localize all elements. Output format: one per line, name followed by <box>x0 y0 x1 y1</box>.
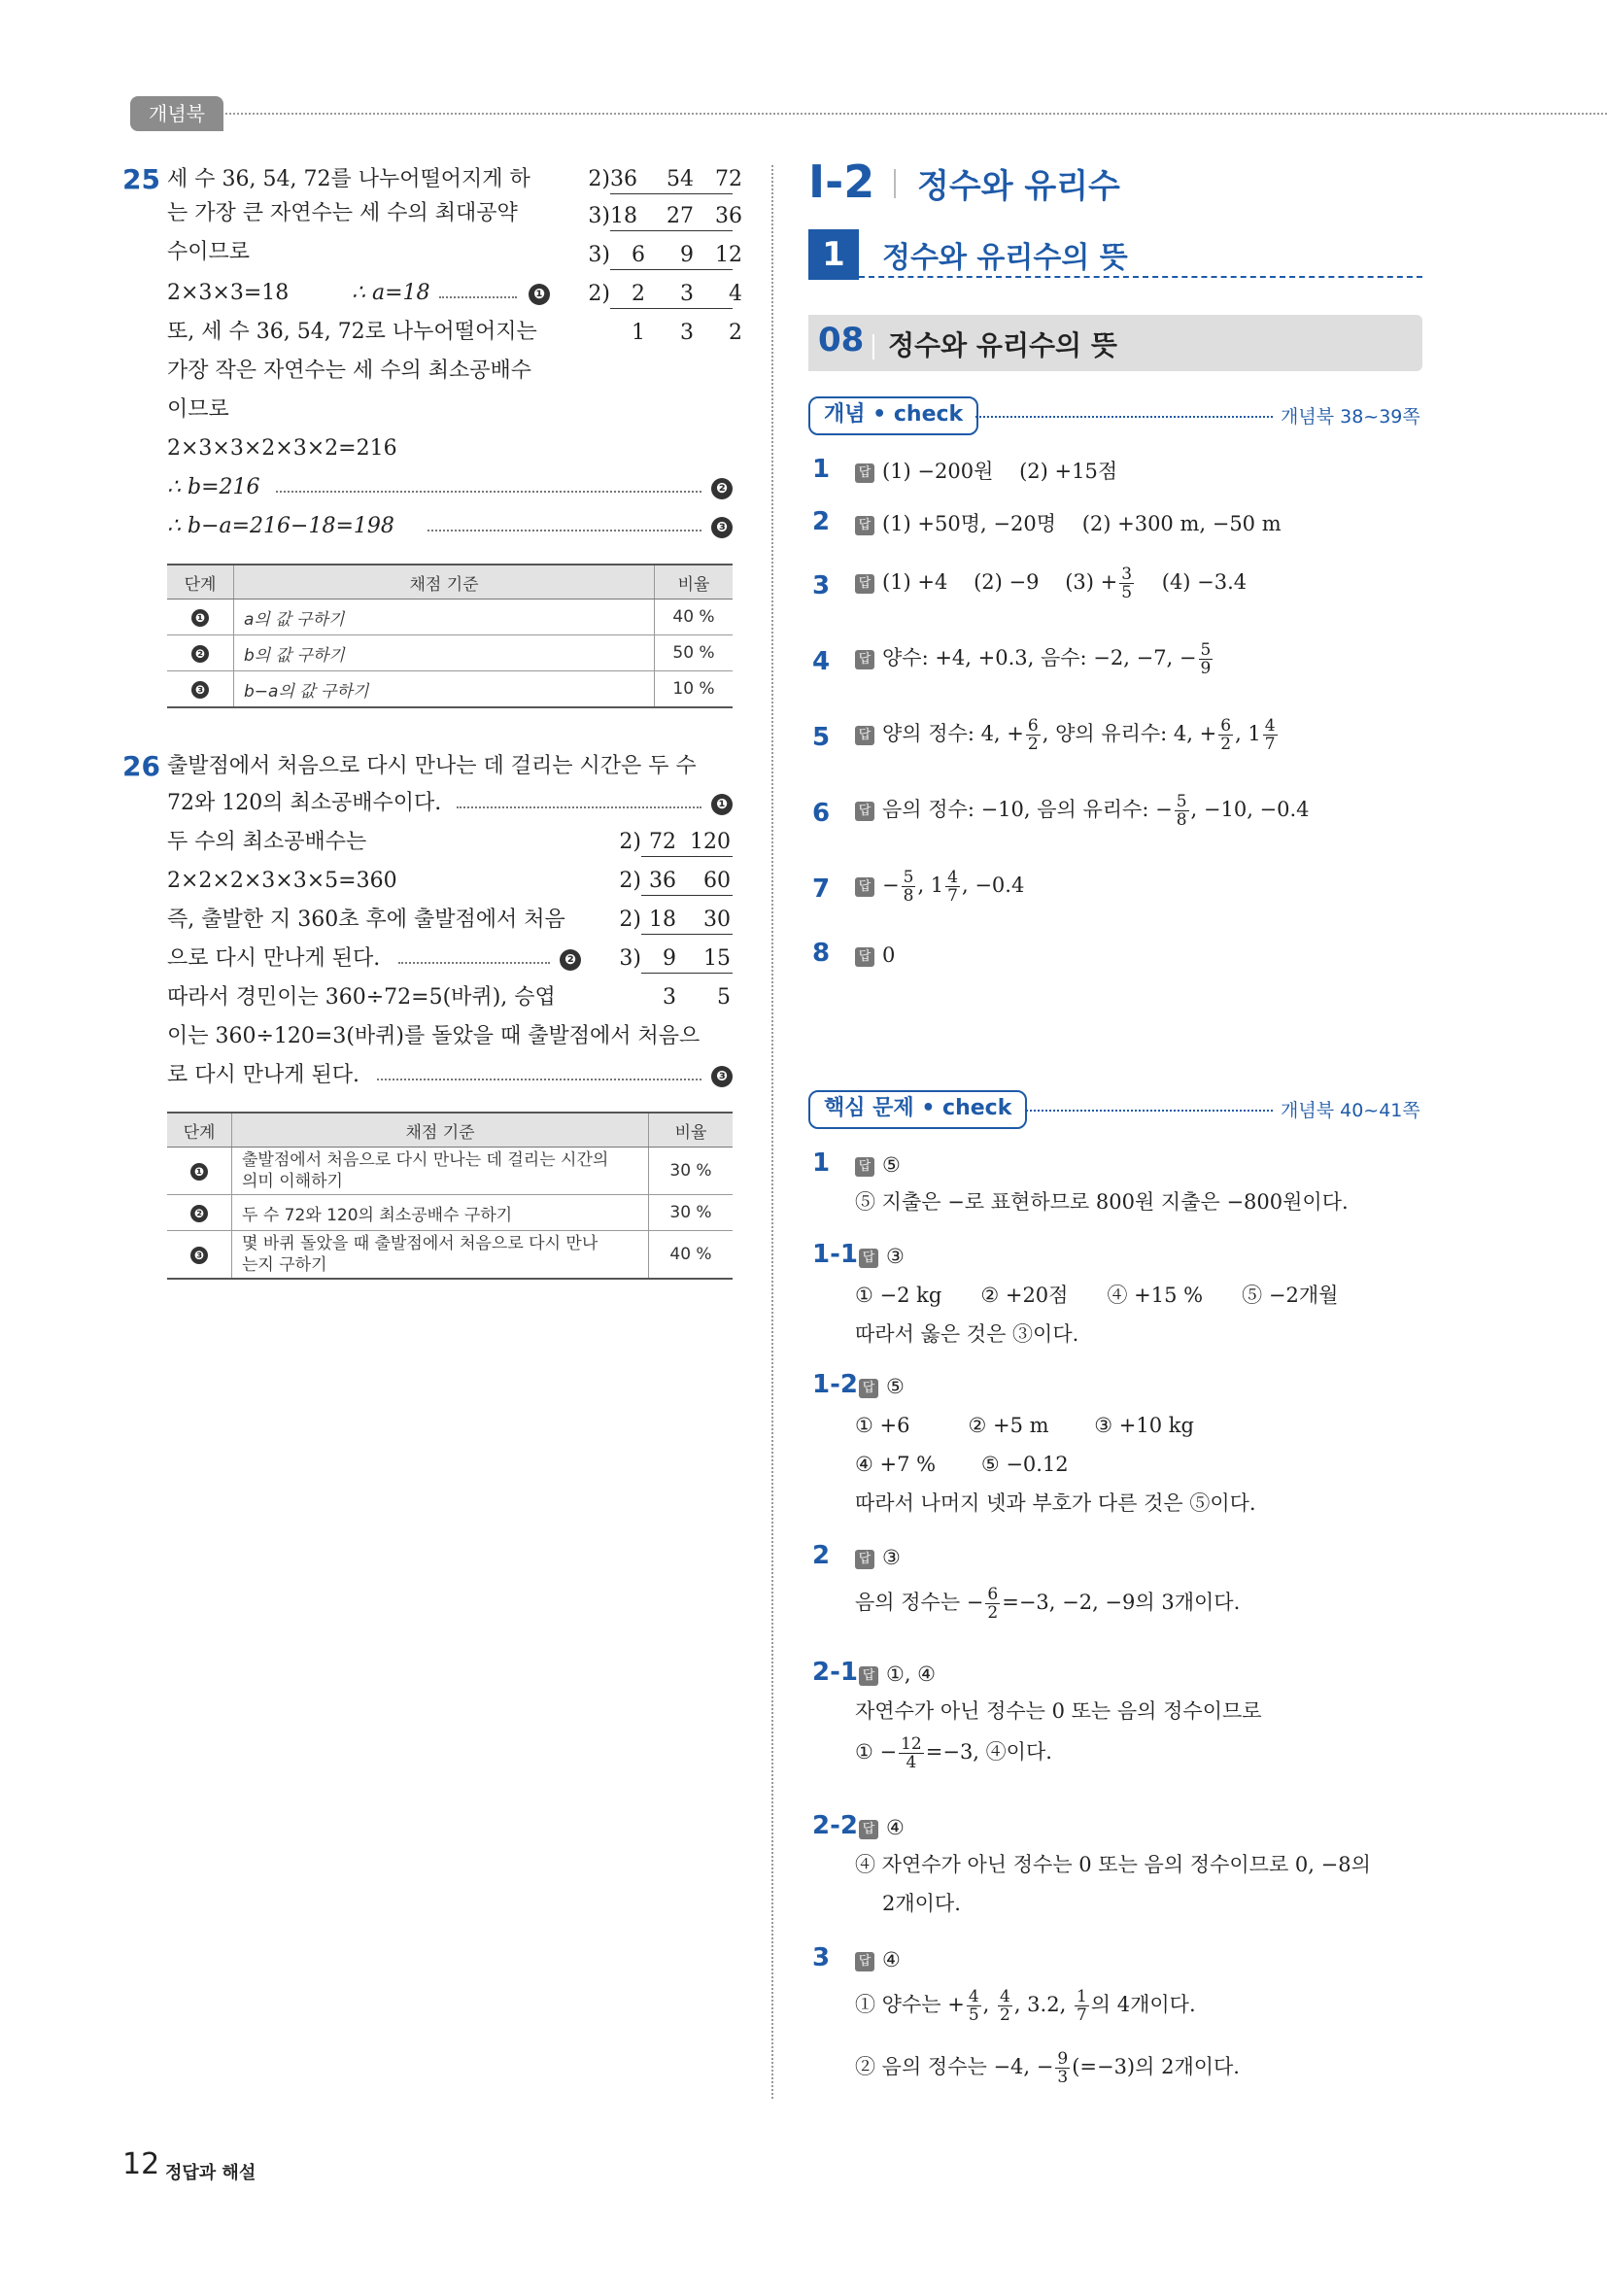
answer-line <box>855 869 1024 905</box>
chapter-separator <box>894 169 896 198</box>
header-rule <box>225 113 1607 115</box>
q26-line: 2×2×2×3×3×5=360 <box>167 869 397 893</box>
text: =−3, ④이다. <box>925 1740 1052 1764</box>
cell: 72 <box>649 830 676 854</box>
column-header: 비율 <box>649 1113 734 1148</box>
answer-part: (2) −9 <box>974 570 1040 594</box>
division-row <box>612 906 731 935</box>
leader-dots <box>457 806 701 808</box>
answer-part: (1) +50명, −20명 <box>882 512 1056 535</box>
table-row <box>167 635 733 671</box>
answer-line <box>859 1372 905 1401</box>
cell: 6 <box>632 243 645 267</box>
cell: 72 <box>715 167 742 191</box>
step-mark-1: ❶ <box>711 794 733 815</box>
answer-part: , 양의 유리수: 4, + <box>1042 722 1217 745</box>
subsection-number: 08 <box>818 321 865 360</box>
explanation-line: ⑤ 지출은 −로 표현하므로 800원 지출은 −800원이다. <box>855 1190 1349 1214</box>
cell: 18 <box>649 908 676 932</box>
answer-tag: 답 <box>855 1952 874 1971</box>
criterion: 두 수 72와 120의 최소공배수 구하기 <box>232 1195 649 1231</box>
core-page-ref: 개념북 40~41쪽 <box>1281 1100 1420 1121</box>
division-rule <box>610 308 733 309</box>
answer-tag: 답 <box>855 877 874 897</box>
cell: 3 <box>680 282 694 306</box>
step-mark: ❷ <box>190 1205 208 1222</box>
answer-tag: 답 <box>855 650 874 669</box>
text: =−3, −2, −9의 3개이다. <box>1002 1591 1241 1614</box>
answer-choice: ③ <box>886 1245 905 1268</box>
answer-part: (4) −3.4 <box>1161 570 1248 594</box>
ratio: 30 % <box>649 1195 734 1231</box>
answer-number: 1-2 <box>812 1370 858 1399</box>
answer-tag: 답 <box>855 516 874 535</box>
denominator: 4 <box>906 1753 917 1772</box>
answer-number: 2-1 <box>812 1658 858 1687</box>
answer-tag: 답 <box>855 1550 874 1569</box>
q26-line: 따라서 경민이는 360÷72=5(바퀴), 승엽 <box>167 985 556 1010</box>
step-mark-3: ❸ <box>711 517 733 538</box>
numerator: 4 <box>1000 1987 1010 2006</box>
concept-check-badge: 개념 • check <box>808 396 978 435</box>
answer-tag: 답 <box>859 1666 878 1686</box>
answer-number: 1 <box>812 455 831 484</box>
answer-part: (1) −200원 <box>882 460 994 483</box>
step-mark: ❸ <box>190 1247 208 1264</box>
q25-line: 이므로 <box>167 397 229 422</box>
cell: 60 <box>703 869 731 893</box>
leader-dots <box>276 491 701 493</box>
q26-line: 72와 120의 최소공배수이다. <box>167 791 442 815</box>
cell: 5 <box>717 985 731 1010</box>
answer-part: , −0.4 <box>961 874 1025 897</box>
cell: 4 <box>729 282 742 306</box>
step-mark-3: ❸ <box>711 1066 733 1087</box>
ratio: 10 % <box>655 671 734 708</box>
cell: 12 <box>715 243 742 267</box>
footer-title: 정답과 해설 <box>165 2163 256 2183</box>
section-number: 1 <box>808 229 859 280</box>
denominator: 7 <box>1076 2005 1087 2025</box>
q25-line: 2×3×3=18 <box>167 281 290 305</box>
answer-number: 6 <box>812 799 831 828</box>
answer-line <box>855 793 1310 829</box>
answer-line <box>855 1945 901 1974</box>
numerator: 6 <box>987 1585 999 1604</box>
answer-line <box>855 717 1280 753</box>
table-header-row <box>167 565 733 600</box>
divisor: 2) <box>619 869 641 893</box>
question-number-26: 26 <box>122 750 160 782</box>
answer-part: 양수: +4, +0.3, 음수: −2, −7, − <box>882 646 1197 669</box>
section-rule <box>859 276 1422 278</box>
fraction <box>1199 641 1214 677</box>
numerator: 4 <box>1264 716 1276 736</box>
answer-part: (2) +300 m, −50 m <box>1081 512 1282 535</box>
criterion: a의 값 구하기 <box>234 600 655 635</box>
answer-tag: 답 <box>859 1249 878 1268</box>
ratio: 50 % <box>655 635 734 671</box>
column-header: 비율 <box>655 565 734 600</box>
cell: 36 <box>715 204 742 228</box>
q25-line: 세 수 36, 54, 72를 나누어떨어지게 하 <box>167 167 530 191</box>
denominator: 5 <box>968 2005 979 2025</box>
denominator: 2 <box>987 1603 999 1623</box>
fraction <box>985 1586 1000 1622</box>
cell: 36 <box>649 869 676 893</box>
table-row <box>167 600 733 635</box>
answer-part: 음의 정수: −10, 음의 유리수: − <box>882 798 1173 821</box>
answer-number: 8 <box>812 939 831 968</box>
division-row <box>612 944 731 974</box>
answer-part: (2) +15점 <box>1019 460 1118 483</box>
step-mark: ❸ <box>191 681 209 699</box>
division-rule <box>641 856 733 857</box>
answer-part: , 1 <box>917 874 944 897</box>
q25-scoring-table <box>167 564 733 708</box>
answer-tag: 답 <box>855 1157 874 1177</box>
leader-dots <box>398 962 550 964</box>
criterion-cont: 는지 구하기 <box>242 1255 327 1275</box>
answer-line <box>855 1150 901 1180</box>
division-rule <box>641 973 733 974</box>
column-divider <box>771 165 773 2099</box>
header-tag: 개념북 <box>130 96 223 131</box>
denominator: 7 <box>1264 735 1276 754</box>
criterion: b−a의 값 구하기 <box>234 671 655 708</box>
fraction <box>967 1988 981 2024</box>
table-row <box>167 1195 733 1231</box>
step-mark-2: ❷ <box>711 478 733 499</box>
division-row <box>581 241 742 270</box>
leader-dots <box>377 1079 701 1080</box>
column-header: 단계 <box>167 1113 232 1148</box>
fraction <box>1026 717 1041 753</box>
fraction <box>1175 793 1189 829</box>
q26-line: 으로 다시 만나게 된다. <box>167 946 381 971</box>
denominator: 8 <box>903 886 914 906</box>
explanation-line <box>855 1988 1196 2024</box>
answer-number: 2 <box>812 1541 831 1570</box>
q25-line: ∴ b−a=216−18=198 <box>167 514 394 538</box>
leader-dots <box>427 530 701 531</box>
cell: 2 <box>632 282 645 306</box>
cell: 3 <box>680 321 694 345</box>
q25-line: 가장 작은 자연수는 세 수의 최소공배수 <box>167 359 531 383</box>
division-rule <box>610 193 733 194</box>
q25-line: ∴ b=216 <box>167 475 260 499</box>
fraction <box>1055 2050 1070 2086</box>
answer-number: 7 <box>812 874 831 904</box>
explanation-line: 따라서 나머지 넷과 부호가 다른 것은 ⑤이다. <box>855 1491 1256 1515</box>
cell: 2 <box>729 321 742 345</box>
fraction <box>902 869 916 905</box>
division-row <box>612 828 731 857</box>
answer-choice: ④ <box>886 1816 905 1839</box>
answer-part: 0 <box>882 943 896 967</box>
text: ① 양수는 + <box>855 1993 965 2016</box>
text: , <box>982 1993 996 2016</box>
division-row <box>581 280 742 309</box>
cell: 9 <box>680 243 694 267</box>
answer-tag: 답 <box>855 574 874 594</box>
core-check-badge: 핵심 문제 • check <box>808 1090 1027 1129</box>
denominator: 3 <box>1057 2068 1069 2087</box>
answer-part: 양의 정수: 4, + <box>882 722 1024 745</box>
explanation-line: ④ 자연수가 아닌 정수는 0 또는 음의 정수이므로 0, −8의 <box>855 1853 1371 1876</box>
answer-part: , 1 <box>1235 722 1261 745</box>
q25-line: 는 가장 큰 자연수는 세 수의 최대공약 <box>167 201 518 225</box>
numerator: 6 <box>1220 716 1232 736</box>
text: ① − <box>855 1740 898 1764</box>
cell: 15 <box>703 946 731 971</box>
ratio: 40 % <box>655 600 734 635</box>
numerator: 1 <box>1076 1987 1087 2006</box>
fraction <box>1218 717 1233 753</box>
q26-line: 이는 360÷120=3(바퀴)를 돌았을 때 출발점에서 처음으 <box>167 1024 701 1048</box>
answer-tag: 답 <box>855 463 874 483</box>
division-rule <box>641 934 733 935</box>
q25-line: 또, 세 수 36, 54, 72로 나누어떨어지는 <box>167 320 537 344</box>
numerator: 4 <box>968 1987 979 2006</box>
answer-choice: ⑤ <box>886 1375 905 1398</box>
answer-line <box>855 457 1117 486</box>
criterion: b의 값 구하기 <box>234 635 655 671</box>
cell: 9 <box>663 946 676 971</box>
step-mark-2: ❷ <box>560 949 581 971</box>
explanation-line: ① +6 ② +5 m ③ +10 kg <box>855 1414 1194 1437</box>
answer-number: 3 <box>812 571 831 600</box>
explanation-line: 따라서 옳은 것은 ③이다. <box>855 1322 1079 1346</box>
cell: 30 <box>703 908 731 932</box>
badge-rule <box>975 416 1273 418</box>
cell: 36 <box>610 167 637 191</box>
explanation-line <box>855 1735 1052 1771</box>
q26-line: 두 수의 최소공배수는 <box>167 830 367 854</box>
text: 의 4개이다. <box>1090 1993 1196 2016</box>
q25-line: 2×3×3×2×3×2=216 <box>167 436 397 461</box>
explanation-line <box>855 2050 1240 2086</box>
answer-tag: 답 <box>855 947 874 967</box>
division-row <box>612 983 731 1012</box>
divisor: 2) <box>619 908 641 932</box>
text: (=−3)의 2개이다. <box>1072 2055 1240 2078</box>
fraction <box>998 1988 1012 2024</box>
concept-page-ref: 개념북 38~39쪽 <box>1281 406 1420 428</box>
column-header: 단계 <box>167 565 234 600</box>
numerator: 12 <box>901 1734 922 1754</box>
divisor: 3) <box>619 946 641 971</box>
division-row <box>581 319 742 348</box>
answer-tag: 답 <box>855 802 874 821</box>
fraction <box>945 869 960 905</box>
cell: 1 <box>632 321 645 345</box>
step-mark: ❶ <box>190 1163 208 1181</box>
q26-line: 출발점에서 처음으로 다시 만나는 데 걸리는 시간은 두 수 <box>167 754 697 778</box>
cell: 120 <box>690 830 731 854</box>
numerator: 3 <box>1121 565 1133 584</box>
answer-number: 4 <box>812 647 831 676</box>
division-rule <box>610 269 733 270</box>
cell: 27 <box>667 204 694 228</box>
numerator: 4 <box>947 868 958 887</box>
answer-line <box>855 565 1247 601</box>
chapter-number: Ⅰ-2 <box>808 155 875 208</box>
answer-number: 3 <box>812 1943 831 1972</box>
column-header: 채점 기준 <box>232 1113 649 1148</box>
denominator: 7 <box>947 886 958 906</box>
answer-choice: ①, ④ <box>886 1662 937 1686</box>
fraction <box>1075 1988 1089 2024</box>
step-mark: ❶ <box>191 609 209 627</box>
text: 음의 정수는 − <box>855 1591 984 1614</box>
denominator: 9 <box>1200 659 1212 678</box>
table-row <box>167 1148 733 1195</box>
q26-line: 로 다시 만나게 된다. <box>167 1063 359 1087</box>
answer-number: 5 <box>812 723 831 752</box>
denominator: 2 <box>1000 2005 1010 2025</box>
answer-line <box>855 1543 901 1572</box>
answer-tag: 답 <box>859 1820 878 1839</box>
text: ② 음의 정수는 −4, − <box>855 2055 1054 2078</box>
subsection-separator <box>872 334 874 360</box>
division-row <box>612 867 731 896</box>
denominator: 2 <box>1220 735 1232 754</box>
division-row <box>581 202 742 231</box>
criterion-cont: 의미 이해하기 <box>242 1172 343 1191</box>
fraction <box>1119 565 1134 601</box>
answer-number: 2 <box>812 507 831 536</box>
q25-line: 수이므로 <box>167 240 251 264</box>
ratio: 40 % <box>649 1231 734 1280</box>
table-header-row <box>167 1113 733 1148</box>
division-rule <box>610 230 733 231</box>
q26-scoring-table <box>167 1112 733 1280</box>
q26-line: 즉, 출발한 지 360초 후에 출발점에서 처음 <box>167 908 565 932</box>
answer-line <box>859 1242 905 1271</box>
answer-line <box>855 941 895 970</box>
explanation-line <box>855 1586 1240 1622</box>
answer-part: (1) +4 <box>882 570 948 594</box>
chapter-title: 정수와 유리수 <box>917 167 1120 206</box>
ratio: 30 % <box>649 1148 734 1195</box>
answer-number: 1-1 <box>812 1240 858 1269</box>
cell: 18 <box>610 204 637 228</box>
divisor: 2) <box>619 830 641 854</box>
leader-dots <box>439 296 517 298</box>
section-title: 정수와 유리수의 뜻 <box>882 241 1128 275</box>
badge-rule <box>1026 1110 1273 1112</box>
divisor: 2) <box>588 282 610 306</box>
answer-choice: ③ <box>882 1546 901 1569</box>
answer-line <box>855 509 1282 538</box>
divisor: 2) <box>588 167 610 191</box>
answer-number: 1 <box>812 1148 831 1178</box>
numerator: 5 <box>1200 640 1212 660</box>
question-number-25: 25 <box>122 163 160 195</box>
cell: 3 <box>663 985 676 1010</box>
denominator: 2 <box>1027 735 1039 754</box>
denominator: 5 <box>1121 583 1133 602</box>
answer-part: (3) + <box>1065 570 1118 594</box>
numerator: 5 <box>903 868 914 887</box>
table-row <box>167 1231 733 1280</box>
cell: 54 <box>667 167 694 191</box>
fraction <box>899 1735 924 1771</box>
numerator: 9 <box>1057 2049 1069 2069</box>
column-header: 채점 기준 <box>234 565 655 600</box>
divisor: 3) <box>588 243 610 267</box>
numerator: 5 <box>1176 792 1187 811</box>
answer-choice: ④ <box>882 1948 901 1971</box>
explanation-line: 2개이다. <box>882 1892 961 1915</box>
explanation-line: ④ +7 % ⑤ −0.12 <box>855 1453 1069 1476</box>
criterion: 출발점에서 처음으로 다시 만나는 데 걸리는 시간의 <box>242 1150 609 1170</box>
table-row <box>167 671 733 708</box>
fraction <box>1263 717 1278 753</box>
answer-choice: ⑤ <box>882 1153 901 1177</box>
numerator: 6 <box>1027 716 1039 736</box>
answer-tag: 답 <box>859 1379 878 1398</box>
explanation-line: ① −2 kg ② +20점 ④ +15 % ⑤ −2개월 <box>855 1284 1339 1307</box>
step-mark: ❷ <box>191 645 209 663</box>
division-rule <box>641 895 733 896</box>
divisor: 3) <box>588 204 610 228</box>
explanation-line: 자연수가 아닌 정수는 0 또는 음의 정수이므로 <box>855 1699 1262 1723</box>
answer-line <box>855 641 1214 677</box>
page-number: 12 <box>122 2147 160 2181</box>
answer-number: 2-2 <box>812 1811 858 1840</box>
answer-line <box>859 1660 936 1689</box>
text: , 3.2, <box>1013 1993 1073 2016</box>
subsection-title: 정수와 유리수의 뜻 <box>888 329 1117 361</box>
answer-part: , −10, −0.4 <box>1190 798 1310 821</box>
denominator: 8 <box>1176 810 1187 830</box>
answer-part: − <box>882 874 900 897</box>
q25-line: ∴ a=18 <box>352 281 430 305</box>
answer-line <box>859 1813 905 1842</box>
division-row <box>581 165 742 194</box>
answer-tag: 답 <box>855 726 874 745</box>
criterion: 몇 바퀴 돌았을 때 출발점에서 처음으로 다시 만나 <box>242 1234 598 1253</box>
step-mark-1: ❶ <box>529 284 550 305</box>
